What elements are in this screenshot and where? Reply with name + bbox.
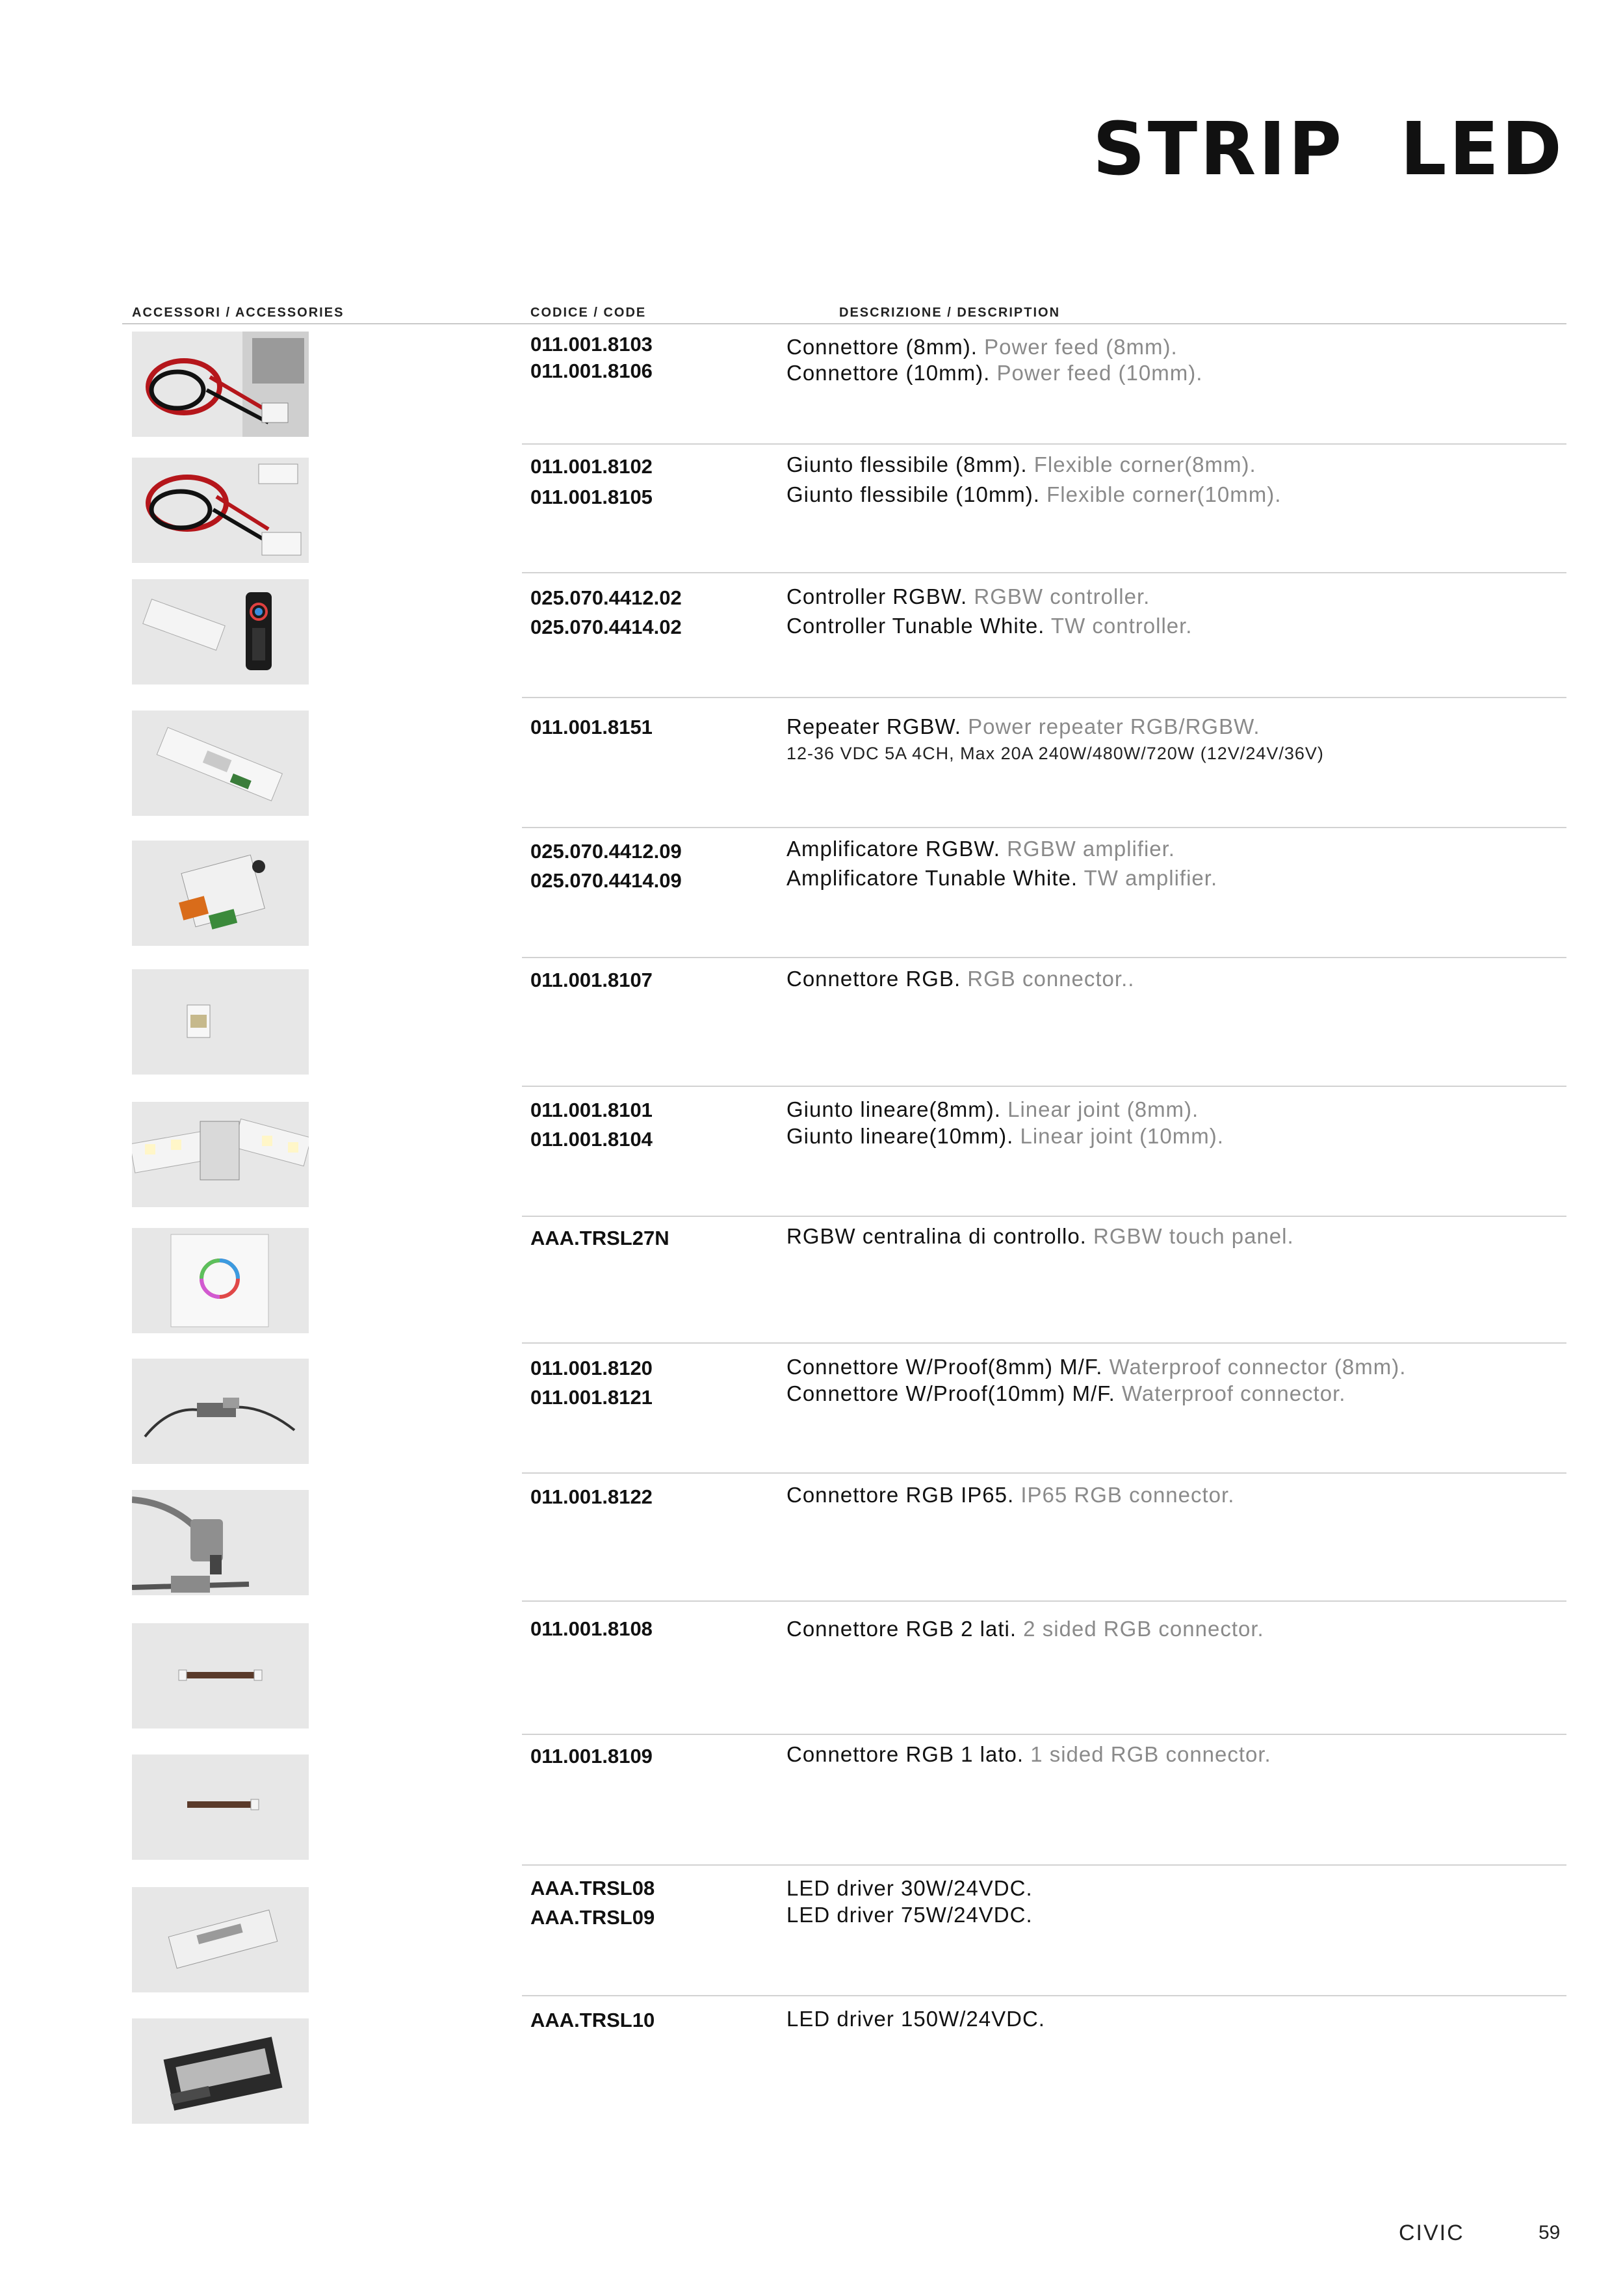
product-description: Amplificatore RGBW. RGBW amplifier. [786, 837, 1175, 861]
product-code: 011.001.8151 [530, 716, 653, 738]
two-sided-connector-photo [132, 1623, 309, 1729]
product-code: 011.001.8102 [530, 455, 653, 478]
row-divider [522, 1216, 1566, 1217]
product-code: AAA.TRSL08 [530, 1877, 655, 1899]
product-code: 011.001.8108 [530, 1617, 653, 1640]
row-divider [522, 443, 1566, 445]
product-description: LED driver 75W/24VDC. [786, 1903, 1033, 1927]
waterproof-connector-photo [132, 1359, 309, 1464]
product-code: 011.001.8107 [530, 969, 653, 991]
product-description: LED driver 150W/24VDC. [786, 2007, 1045, 2031]
product-code: 011.001.8103 [530, 333, 653, 356]
product-description: Controller Tunable White. TW controller. [786, 614, 1193, 638]
product-code: 011.001.8109 [530, 1745, 653, 1768]
product-spec: 12-36 VDC 5A 4CH, Max 20A 240W/480W/720W (12V/24V/36V) [786, 744, 1324, 763]
power-feed-cable-photo [132, 332, 309, 437]
product-description: Connettore RGB 2 lati. 2 sided RGB connector. [786, 1617, 1264, 1641]
product-code: 011.001.8105 [530, 486, 653, 508]
product-code: 025.070.4412.09 [530, 840, 682, 863]
row-divider [522, 1734, 1566, 1735]
row-divider [522, 1600, 1566, 1602]
product-description: Connettore (10mm). Power feed (10mm). [786, 361, 1203, 385]
row-divider [522, 1342, 1566, 1344]
flexible-corner-cable-photo [132, 458, 309, 563]
rgbw-controller-remote-photo [132, 579, 309, 685]
product-description: Connettore RGB. RGB connector.. [786, 967, 1135, 991]
product-code: 011.001.8101 [530, 1099, 653, 1121]
product-description: Connettore W/Proof(8mm) M/F. Waterproof connector (8mm). [786, 1355, 1407, 1379]
product-description: Giunto flessibile (8mm). Flexible corner(8mm). [786, 452, 1256, 476]
header-description: DESCRIZIONE / DESCRIPTION [839, 306, 1061, 320]
page-number: 59 [1539, 2222, 1561, 2243]
product-description: Connettore W/Proof(10mm) M/F. Waterproof connector. [786, 1381, 1346, 1405]
led-driver-slim-photo [132, 1887, 309, 1992]
product-description: Giunto lineare(8mm). Linear joint (8mm). [786, 1097, 1199, 1121]
product-code: 011.001.8106 [530, 359, 653, 382]
row-divider [522, 1472, 1566, 1474]
page-title: STRIP LED [1093, 107, 1565, 192]
header-divider [122, 323, 1566, 324]
product-code: AAA.TRSL27N [530, 1227, 669, 1249]
linear-joint-photo [132, 1102, 309, 1207]
product-description: Giunto flessibile (10mm). Flexible corner(10mm). [786, 482, 1282, 506]
product-code: AAA.TRSL09 [530, 1906, 655, 1929]
rgb-connector-photo [132, 969, 309, 1075]
ip65-connector-photo [132, 1490, 309, 1595]
led-driver-box-photo [132, 2018, 309, 2124]
product-code: 025.070.4414.09 [530, 869, 682, 892]
brand-logo: CIVIC [1399, 2221, 1464, 2245]
product-code: 025.070.4412.02 [530, 586, 682, 609]
amplifier-photo [132, 841, 309, 946]
row-divider [522, 1864, 1566, 1866]
product-description: Connettore RGB IP65. IP65 RGB connector. [786, 1483, 1235, 1507]
header-accessories: ACCESSORI / ACCESSORIES [132, 306, 344, 320]
product-description: RGBW centralina di controllo. RGBW touch panel. [786, 1224, 1294, 1248]
row-divider [522, 957, 1566, 958]
product-code: 011.001.8122 [530, 1485, 653, 1508]
product-code: 025.070.4414.02 [530, 616, 682, 638]
touch-panel-photo [132, 1228, 309, 1333]
product-description: Connettore (8mm). Power feed (8mm). [786, 335, 1178, 359]
header-code: CODICE / CODE [530, 306, 647, 320]
product-description: Repeater RGBW. Power repeater RGB/RGBW. 12-36 VDC 5A 4CH, Max 20A 240W/480W/720W (12V/24V/36V) [786, 713, 1324, 766]
product-code: 011.001.8104 [530, 1128, 653, 1151]
row-divider [522, 827, 1566, 828]
product-code: AAA.TRSL10 [530, 2009, 655, 2031]
row-divider [522, 697, 1566, 698]
power-repeater-photo [132, 711, 309, 816]
product-description: LED driver 30W/24VDC. [786, 1876, 1033, 1900]
row-divider [522, 1995, 1566, 1996]
product-code: 011.001.8120 [530, 1357, 653, 1379]
product-description: Controller RGBW. RGBW controller. [786, 584, 1150, 608]
product-code: 011.001.8121 [530, 1386, 653, 1409]
one-sided-connector-photo [132, 1755, 309, 1860]
product-description: Amplificatore Tunable White. TW amplifier. [786, 866, 1218, 890]
row-divider [522, 572, 1566, 573]
product-description: Giunto lineare(10mm). Linear joint (10mm). [786, 1124, 1224, 1148]
product-description: Connettore RGB 1 lato. 1 sided RGB connector. [786, 1742, 1271, 1766]
row-divider [522, 1086, 1566, 1087]
